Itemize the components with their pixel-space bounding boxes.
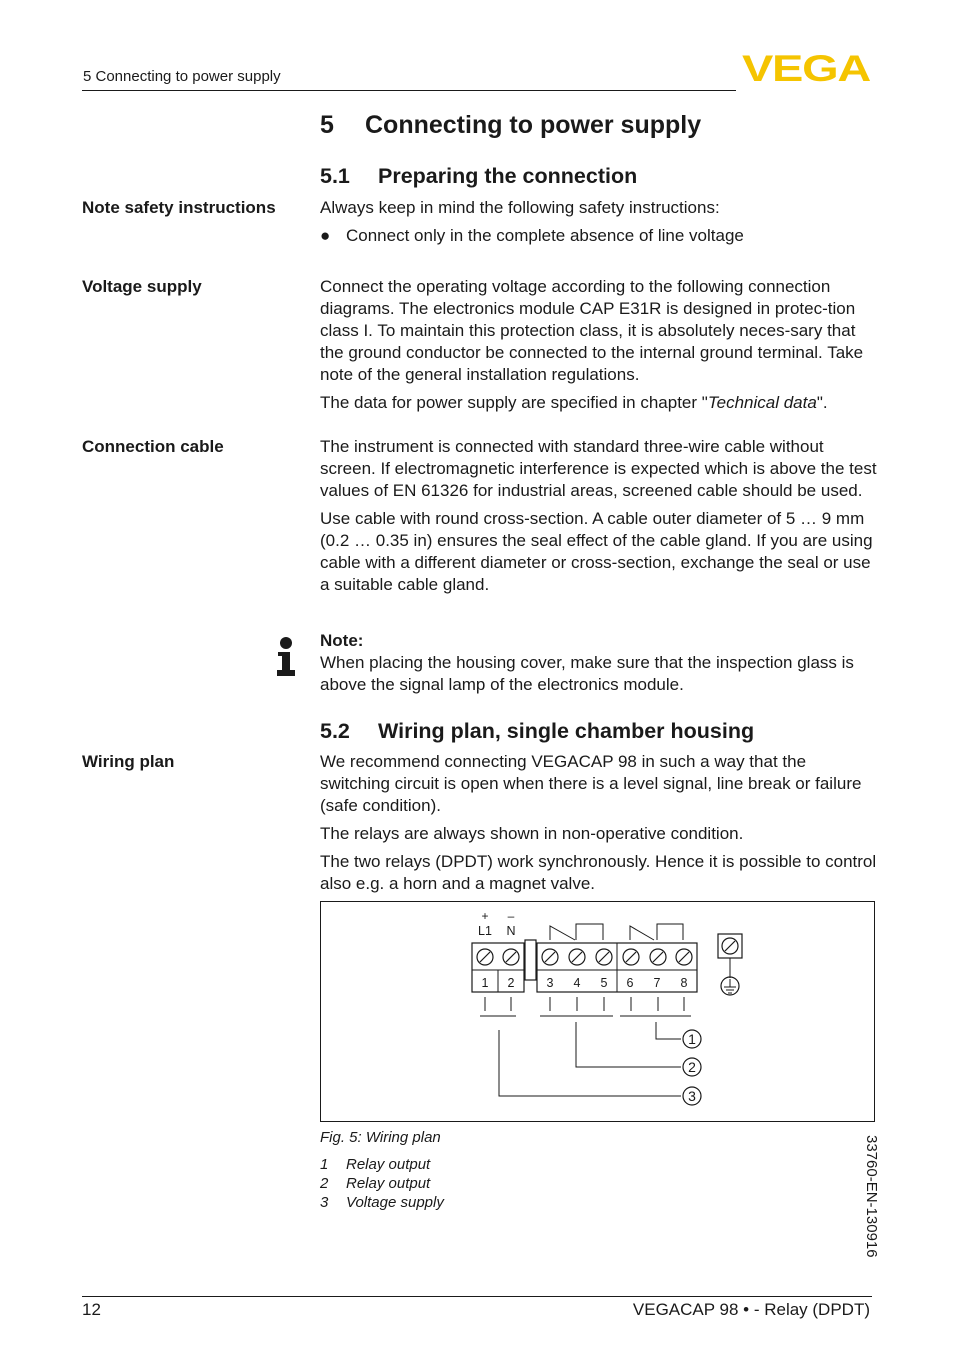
plus-label: + bbox=[481, 909, 489, 923]
voltage-paragraph-1: Connect the operating voltage according to the following connection diagrams. The electronics module CAP E31R is designed in protec-tion class I. To maintain this protection class, it is absolutely neces-sary that the ground conductor be connected to the internal ground terminal. Take note of the general installation regulations. bbox=[320, 277, 864, 384]
vega-logo bbox=[742, 52, 872, 84]
callout-leaders bbox=[480, 1016, 691, 1096]
callouts bbox=[683, 1030, 701, 1105]
terminal-7: 7 bbox=[653, 976, 661, 990]
wiring-paragraph-3: The two relays (DPDT) work synchronously. Hence it is possible to control also e.g. a horn and a magnet valve. bbox=[320, 852, 877, 893]
section-number: 5.2 bbox=[320, 719, 350, 743]
cable-paragraph-1: The instrument is connected with standard three-wire cable without screen. If electromagnetic interference is expected which is above the test values of EN 61326 for industrial areas, screened cable should be used. bbox=[320, 437, 877, 500]
page-number: 12 bbox=[82, 1300, 101, 1319]
section-number: 5.1 bbox=[320, 164, 350, 188]
wire-tails bbox=[485, 997, 684, 1011]
callout-2: 2 bbox=[688, 1059, 696, 1075]
n-label: N bbox=[506, 924, 516, 938]
chapter-number: 5 bbox=[320, 111, 334, 139]
note-title: Note: bbox=[320, 631, 364, 650]
cable-paragraph-2: Use cable with round cross-section. A cable outer diameter of 5 … 9 mm (0.2 … 0.35 in) ensures the seal effect of the cable gland. If you are using cable with a different diameter or cross-section, exchange the seal or use a suitable cable gland. bbox=[320, 509, 873, 594]
section-title: Wiring plan, single chamber housing bbox=[378, 719, 755, 743]
side-label-safety: Note safety instructions bbox=[82, 198, 276, 217]
footer-rule bbox=[82, 1296, 872, 1297]
terminal-6: 6 bbox=[626, 976, 634, 990]
terminal-5: 5 bbox=[600, 976, 608, 990]
terminal-1: 1 bbox=[481, 976, 489, 990]
terminal-4: 4 bbox=[573, 976, 581, 990]
technical-data-ref: Technical data bbox=[707, 393, 817, 412]
document-number: 33760-EN-130916 bbox=[863, 1135, 880, 1258]
chapter-title bbox=[320, 111, 701, 140]
logo-text: VEGA bbox=[742, 52, 871, 84]
side-label-voltage: Voltage supply bbox=[82, 277, 202, 296]
separator-plug bbox=[525, 940, 536, 980]
wiring-paragraph-2: The relays are always shown in non-operative condition. bbox=[320, 824, 744, 843]
bullet-icon: ● bbox=[320, 226, 331, 245]
footer-product: VEGACAP 98 • - Relay (DPDT) bbox=[632, 1300, 870, 1319]
bullet-text: Connect only in the complete absence of line voltage bbox=[346, 226, 744, 245]
legend-item: 3 Voltage supply bbox=[320, 1194, 444, 1211]
relay-contacts bbox=[550, 924, 683, 940]
note-text: When placing the housing cover, make sure that the inspection glass is above the signal lamp of the electronics module. bbox=[320, 653, 854, 694]
wiring-paragraph-1: We recommend connecting VEGACAP 98 in such a way that the switching circuit is open when there is a level signal, line break or failure (safe condition). bbox=[320, 752, 862, 815]
terminal-8: 8 bbox=[680, 976, 688, 990]
section-heading-5-2 bbox=[320, 719, 754, 744]
section-heading-5-1 bbox=[320, 164, 637, 189]
wiring-text bbox=[320, 751, 880, 901]
legend-item: 1 Relay output bbox=[320, 1156, 431, 1173]
wiring-diagram bbox=[320, 901, 875, 1122]
cable-text bbox=[320, 436, 880, 602]
terminal-numbers bbox=[482, 976, 688, 990]
safety-bullet bbox=[320, 226, 744, 246]
chapter-title-text: Connecting to power supply bbox=[365, 111, 702, 139]
side-label-cable: Connection cable bbox=[82, 437, 224, 456]
running-header: 5 Connecting to power supply bbox=[83, 68, 281, 85]
side-label-wiring: Wiring plan bbox=[82, 752, 175, 771]
terminal-2: 2 bbox=[507, 976, 515, 990]
section-title: Preparing the connection bbox=[378, 164, 638, 188]
figure-legend bbox=[320, 1155, 444, 1212]
l1-label: L1 bbox=[478, 924, 492, 938]
note-block bbox=[320, 630, 880, 696]
minus-label: – bbox=[507, 909, 515, 923]
terminal-screws bbox=[477, 949, 692, 965]
safety-intro: Always keep in mind the following safety instructions: bbox=[320, 198, 720, 217]
figure-caption: Fig. 5: Wiring plan bbox=[320, 1129, 441, 1146]
voltage-text bbox=[320, 276, 880, 420]
voltage-paragraph-2: The data for power supply are specified in chapter "Technical data". bbox=[320, 393, 828, 412]
legend-item: 2 Relay output bbox=[320, 1175, 431, 1192]
callout-1: 1 bbox=[688, 1031, 696, 1047]
callout-3: 3 bbox=[688, 1088, 696, 1104]
info-icon bbox=[276, 636, 296, 678]
header-rule bbox=[82, 90, 736, 91]
terminal-3: 3 bbox=[546, 976, 554, 990]
